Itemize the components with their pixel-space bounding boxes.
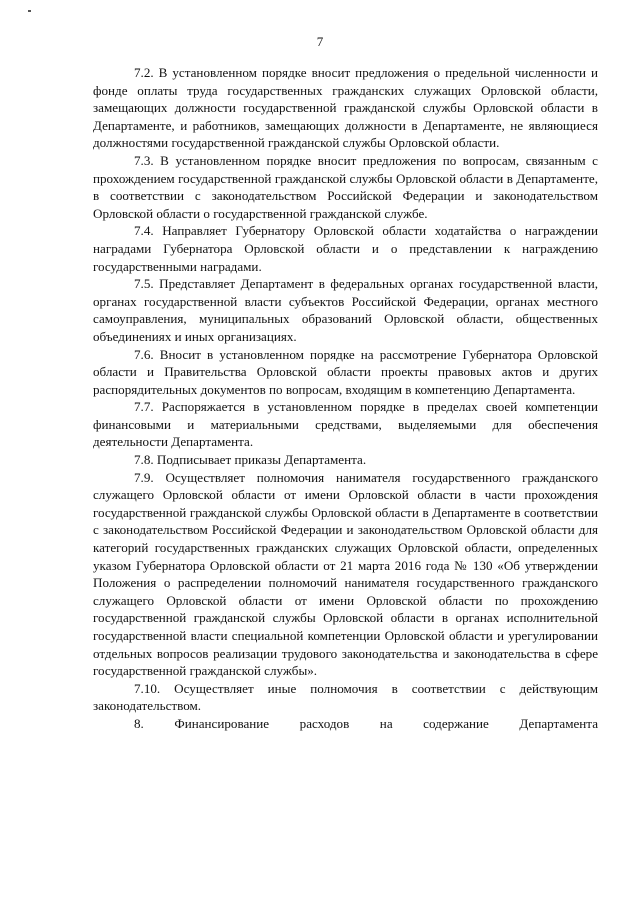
paragraph-7-9: 7.9. Осуществляет полномочия нанимателя государственного гражданского служащего Орловской области от имени Орловской области в части прохождения государственной гражданской службы Орловской области в Департаменте в соответствии с законодательством Российской Федерации и законодательством Орловской области для категорий государственных гражданских служащих Орловской области, определенных указом Губернатора Орловской области от 21 марта 2016 года № 130 «Об утверждении Положения о распределении полномочий нанимателя государственного гражданского служащего Орловской области от имени Орловской области по прохождению государственной гражданской службы Орловской области в органах исполнительной государственной власти специальной компетенции Орловской области и урегулировании отдельных вопросов реализации трудового законодательства и законодательства в сфере государственной гражданской службы». bbox=[93, 469, 598, 679]
paragraph-8: 8. Финансирование расходов на содержание Департамента bbox=[134, 715, 598, 731]
paragraph-7-2: 7.2. В установленном порядке вносит предложения о предельной численности и фонде оплаты труда государственных гражданских служащих Орловской области, замещающих должности государственной гражданской службы Орловской области в Департаменте, и работников, замещающих должности в Департаменте, не являющиеся должностями государственной гражданской службы Орловской области. bbox=[93, 65, 598, 151]
scan-speck bbox=[28, 10, 31, 12]
paragraph-7-4: 7.4. Направляет Губернатору Орловской области ходатайства о награждении наградами Губернатора Орловской области и о представлении к награждению государственными наградами. bbox=[93, 223, 598, 274]
paragraph-7-3: 7.3. В установленном порядке вносит предложения по вопросам, связанным с прохождением государственной гражданской службы Орловской области в Департаменте, в соответствии с законодательством Российской Федерации и законодательством Орловской области о государственной гражданской службе. bbox=[93, 152, 598, 221]
paragraph-7-6: 7.6. Вносит в установленном порядке на рассмотрение Губернатора Орловской области и Правительства Орловской области проекты правовых актов и других распорядительных документов по вопросам, входящим в компетенцию Департамента. bbox=[93, 346, 598, 397]
paragraph-7-8: 7.8. Подписывает приказы Департамента. bbox=[134, 452, 367, 468]
page-number: 7 bbox=[316, 34, 324, 49]
paragraph-7-7: 7.7. Распоряжается в установленном порядке в пределах своей компетенции финансовыми и материальными средствами, выделяемыми для обеспечения деятельности Департамента. bbox=[93, 399, 598, 450]
paragraph-7-5: 7.5. Представляет Департамент в федеральных органах государственной власти, органах государственной власти субъектов Российской Федерации, органах местного самоуправления, муниципальных образований Орловской области, общественных объединениях и иных организациях. bbox=[93, 276, 598, 344]
paragraph-7-10: 7.10. Осуществляет иные полномочия в соответствии с действующим законодательством. bbox=[93, 680, 598, 714]
document-body bbox=[93, 64, 598, 733]
